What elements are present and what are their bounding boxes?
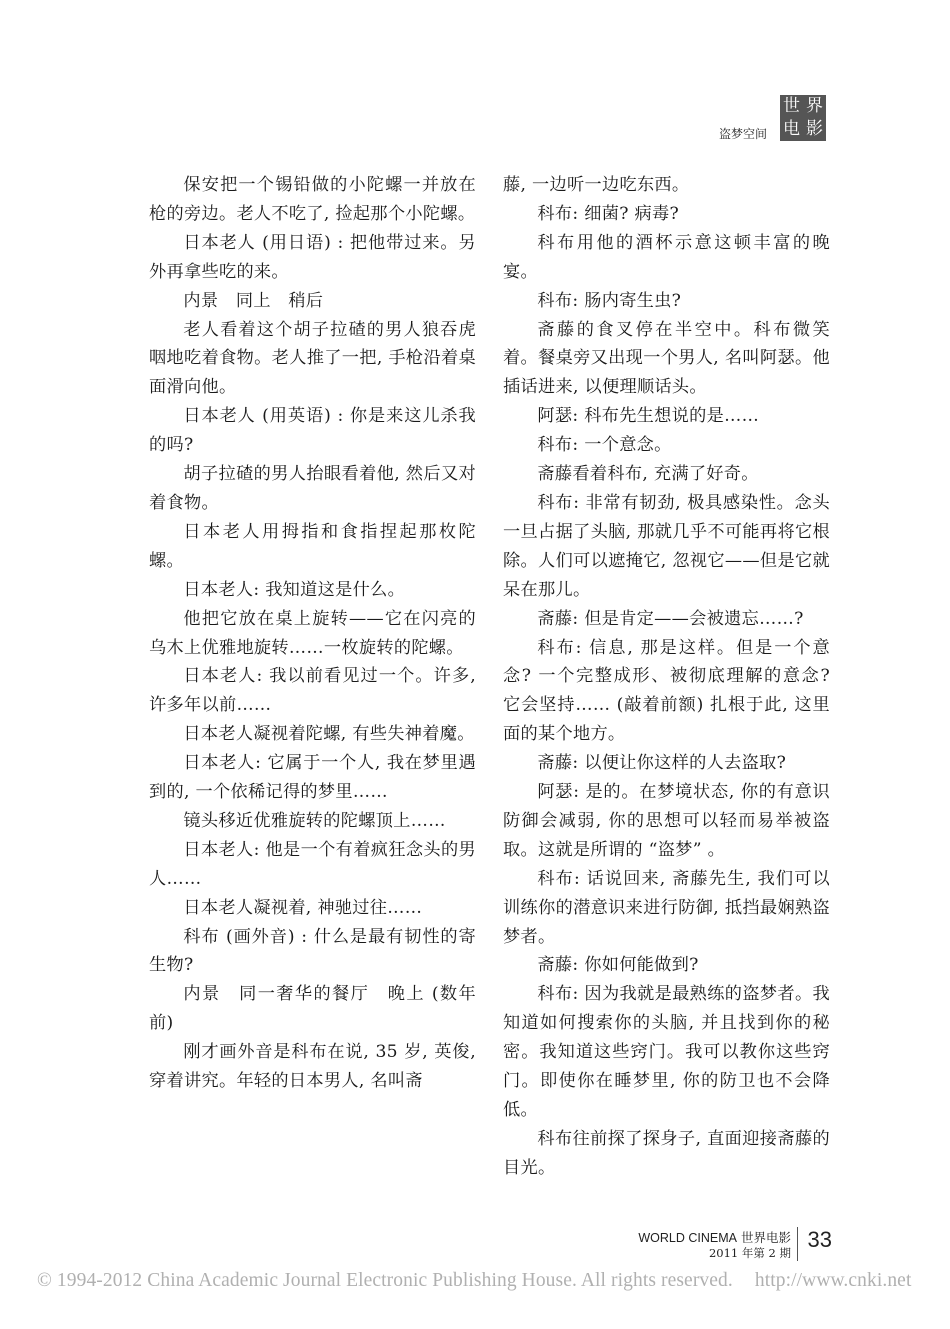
copyright-text: © 1994-2012 China Academic Journal Electronic Publishing House. All rights reserved.	[37, 1270, 733, 1291]
paragraph: 科布 (画外音) : 什么是最有韧性的寄生物?	[149, 926, 476, 976]
paragraph: 日本老人凝视着陀螺, 有些失神着魔。	[183, 724, 475, 745]
paragraph: 他把它放在桌上旋转——它在闪亮的乌木上优雅地旋转……一枚旋转的陀螺。	[149, 608, 476, 658]
paragraph: 阿瑟: 是的。在梦境状态, 你的有意识防御会减弱, 你的思想可以轻而易举被盗取。这就是所谓的 “盗梦” 。	[503, 782, 830, 860]
copyright-url: http://www.cnki.net	[754, 1270, 912, 1291]
paragraph: 科布: 非常有韧劲, 极具感染性。念头一旦占据了头脑, 那就几乎不可能再将它根除。人们可以遮掩它, 忽视它——但是它就呆在那儿。	[503, 492, 830, 600]
paragraph: 日本老人 (用日语) : 把他带过来。另外再拿些吃的来。	[149, 232, 476, 282]
paragraph: 斋藤: 你如何能做到?	[537, 955, 699, 976]
paragraph: 日本老人: 我知道这是什么。	[183, 579, 406, 600]
paragraph: 科布往前探了探身子, 直面迎接斋藤的目光。	[503, 1128, 830, 1178]
logo-char: 世	[783, 96, 800, 116]
paragraph: 日本老人: 我以前看见过一个。许多, 许多年以前……	[149, 666, 476, 716]
journal-name-en: WORLD CINEMA	[638, 1231, 737, 1245]
paragraph: 内景 同上 稍后	[183, 290, 324, 311]
paragraph: 内景 同一奢华的餐厅 晚上 (数年前)	[149, 984, 476, 1034]
issue-label: 2011 年第 2 期	[708, 1246, 791, 1260]
left-column	[149, 171, 476, 1096]
logo-char: 影	[806, 119, 823, 139]
paragraph: 科布: 话说回来, 斋藤先生, 我们可以训练你的潜意识来进行防御, 抵挡最娴熟盗梦者。	[503, 868, 830, 947]
paragraph: 保安把一个锡铅做的小陀螺一并放在枪的旁边。老人不吃了, 捡起那个小陀螺。	[149, 175, 476, 224]
paragraph: 老人看着这个胡子拉碴的男人狼吞虎咽地吃着食物。老人推了一把, 手枪沿着桌面滑向他。	[149, 319, 476, 398]
footer-divider	[797, 1227, 798, 1261]
page-number: 33	[807, 1227, 832, 1252]
paragraph: 科布: 因为我就是最熟练的盗梦者。我知道如何搜索你的头脑, 并且找到你的秘密。我知道这些窍门。我可以教你这些窍门。即使你在睡梦里, 你的防卫也不会降低。	[503, 984, 830, 1120]
paragraph: 斋藤的食叉停在半空中。科布微笑着。餐桌旁又出现一个男人, 名叫阿瑟。他插话进来, 以便理顺话头。	[503, 319, 830, 398]
paragraph: 科布用他的酒杯示意这顿丰富的晚宴。	[503, 232, 830, 282]
paragraph: 科布: 一个意念。	[537, 435, 672, 456]
paragraph: 科布: 细菌? 病毒?	[537, 203, 679, 224]
right-column	[503, 171, 830, 1183]
paragraph: 斋藤看着科布, 充满了好奇。	[537, 464, 759, 485]
paragraph: 科布: 信息, 那是这样。但是一个意念? 一个完整成形、被彻底理解的意念? 它会坚持…… (敲着前额) 扎根于此, 这里面的某个地方。	[503, 637, 830, 745]
paragraph: 日本老人: 他是一个有着疯狂念头的男人……	[149, 839, 476, 889]
page-footer	[628, 1227, 838, 1261]
paragraph: 阿瑟: 科布先生想说的是……	[537, 406, 760, 427]
paragraph: 斋藤: 但是肯定——会被遗忘……?	[537, 608, 804, 629]
paragraph: 斋藤: 以便让你这样的人去盗取?	[537, 753, 787, 774]
paragraph: 胡子拉碴的男人抬眼看着他, 然后又对着食物。	[149, 464, 476, 513]
copyright-notice	[37, 1270, 911, 1292]
paragraph: 日本老人用拇指和食指捏起那枚陀螺。	[149, 521, 476, 571]
logo-char: 界	[806, 96, 823, 116]
paragraph: 日本老人: 它属于一个人, 我在梦里遇到的, 一个依稀记得的梦里……	[149, 753, 476, 803]
paragraph: 镜头移近优雅旋转的陀螺顶上……	[183, 810, 446, 831]
paragraph: 藤, 一边听一边吃东西。	[503, 175, 690, 195]
paragraph: 科布: 肠内寄生虫?	[537, 290, 682, 311]
journal-logo	[780, 95, 826, 141]
journal-name-cn: 世界电影	[740, 1230, 791, 1245]
paragraph: 日本老人凝视着, 神驰过往……	[183, 897, 423, 918]
running-header-section: 盗梦空间	[719, 127, 768, 141]
paragraph: 日本老人 (用英语) : 你是来这儿杀我的吗?	[149, 406, 476, 456]
paragraph: 刚才画外音是科布在说, 35 岁, 英俊, 穿着讲究。年轻的日本男人, 名叫斋	[149, 1042, 476, 1092]
logo-char: 电	[783, 119, 800, 139]
